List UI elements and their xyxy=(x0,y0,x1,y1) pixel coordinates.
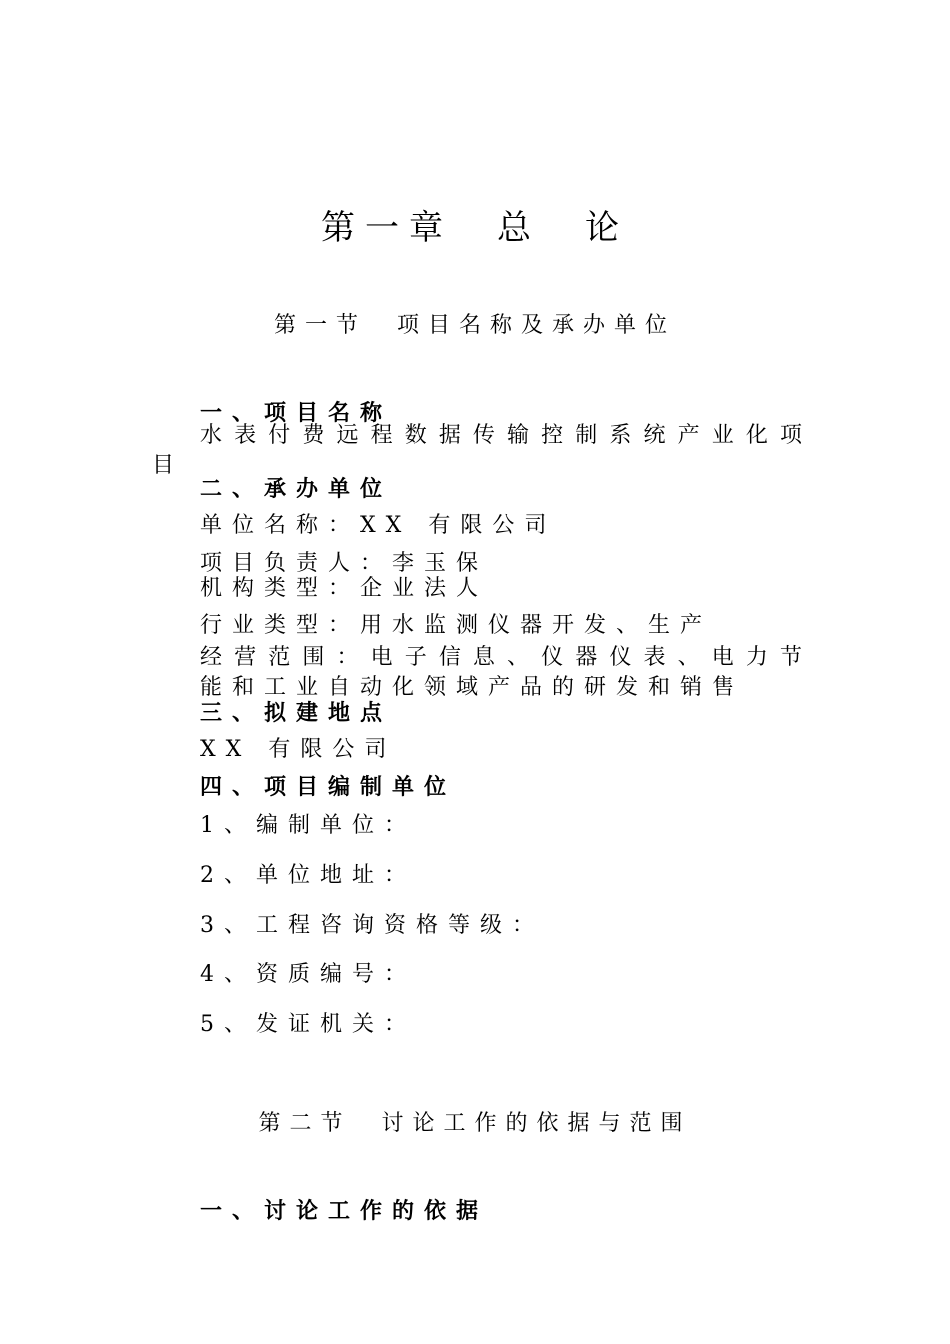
compiler-item-4: 4、资质编号： xyxy=(200,962,416,987)
compiler-item-3: 3、工程咨询资格等级： xyxy=(200,913,544,938)
chapter-title: 第一章 总 论 xyxy=(321,208,629,248)
compiler-item-1: 1、编制单位： xyxy=(200,813,416,838)
section-1-heading xyxy=(0,308,950,339)
heading-undertaker: 二、承办单位 xyxy=(200,476,393,502)
compiler-item-5: 5、发证机关： xyxy=(200,1012,416,1037)
compiler-item-2: 2、单位地址： xyxy=(200,863,416,888)
heading-site: 三、拟建地点 xyxy=(200,700,393,726)
heading-project-name: 一、项目名称 xyxy=(200,400,393,426)
org-type-line: 机构类型：企业法人 xyxy=(200,576,489,601)
project-name-line1: 水表付费远程数据传输控制系统产业化项 xyxy=(200,423,812,448)
industry-line: 行业类型：用水监测仪器开发、生产 xyxy=(200,613,713,638)
leader-line: 项目负责人：李玉保 xyxy=(200,551,489,576)
scope-line1: 经营范围：电子信息、仪器仪表、电力节 xyxy=(200,645,812,670)
scope-line2: 能和工业自动化领域产品的研发和销售 xyxy=(200,675,745,700)
heading-basis: 一、讨论工作的依据 xyxy=(200,1198,489,1224)
unit-name-line: 单位名称：XX 有限公司 xyxy=(200,513,557,538)
site-value: XX 有限公司 xyxy=(200,737,397,762)
section-2-label: 第二节 xyxy=(258,1111,352,1136)
section-2-title: 讨论工作的依据与范围 xyxy=(381,1111,692,1136)
project-name-line2: 目 xyxy=(152,453,175,478)
section-1-label: 第一节 xyxy=(273,313,367,338)
heading-compiler: 四、项目编制单位 xyxy=(200,774,457,800)
section-1-title: 项目名称及承办单位 xyxy=(397,313,677,338)
section-2-heading xyxy=(0,1106,950,1137)
